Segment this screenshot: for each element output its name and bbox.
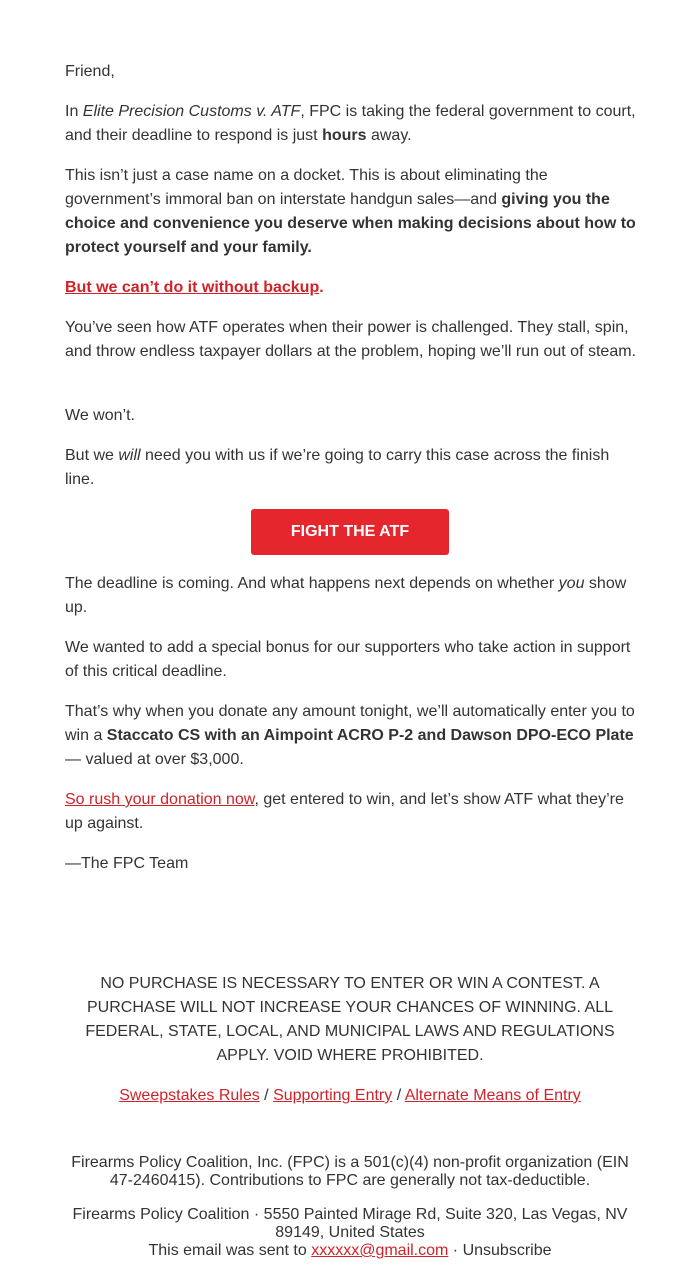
fight-the-atf-button[interactable]: FIGHT THE ATF bbox=[251, 509, 449, 555]
greeting: Friend, bbox=[65, 63, 115, 80]
paragraph-deadline: The deadline is coming. And what happens next depends on whether you show up. bbox=[65, 575, 627, 616]
paragraph-rush: So rush your donation now, get entered to win, and let’s show ATF what they’re up against. bbox=[65, 791, 624, 832]
sweepstakes-rules-link[interactable]: Sweepstakes Rules bbox=[119, 1087, 260, 1104]
signoff: —The FPC Team bbox=[65, 855, 189, 872]
backup-link[interactable]: But we can’t do it without backup bbox=[65, 279, 320, 296]
paragraph-bonus: We wanted to add a special bonus for our supporters who take action in support of this critical deadline. bbox=[65, 639, 631, 680]
paragraph-need-you: But we will need you with us if we’re going to carry this case across the finish line. bbox=[65, 447, 610, 488]
mailing-address: Firearms Policy Coalition · 5550 Painted Mirage Rd, Suite 320, Las Vegas, NV 89149, United States bbox=[72, 1206, 628, 1241]
paragraph-ban: This isn’t just a case name on a docket. This is about eliminating the government’s immoral ban on interstate handgun sales—and giving you the choice and convenience you deserve when making decisions about how to protect yourself and your family. bbox=[65, 167, 636, 256]
paragraph-wont: We won’t. bbox=[65, 407, 135, 424]
paragraph-prize: That’s why when you donate any amount tonight, we’ll automatically enter you to win a Staccato CS with an Aimpoint ACRO P-2 and Dawson DPO-ECO Plate — valued at over $3,000. bbox=[65, 703, 635, 768]
paragraph-backup: But we can’t do it without backup. bbox=[65, 279, 324, 296]
org-disclosure: Firearms Policy Coalition, Inc. (FPC) is a 501(c)(4) non-profit organization (EIN 47-2460415). Contributions to FPC are generally not tax-deductible. bbox=[71, 1154, 629, 1189]
footer-links: Sweepstakes Rules / Supporting Entry / Alternate Means of Entry bbox=[119, 1087, 581, 1104]
paragraph-atf: You’ve seen how ATF operates when their power is challenged. They stall, spin, and throw endless taxpayer dollars at the problem, hoping we’ll run out of steam. bbox=[65, 319, 636, 360]
recipient-email-link[interactable]: xxxxxx@gmail.com bbox=[311, 1242, 449, 1259]
supporting-entry-link[interactable]: Supporting Entry bbox=[273, 1087, 393, 1104]
paragraph-case: In Elite Precision Customs v. ATF, FPC is taking the federal government to court, and their deadline to respond is just hours away. bbox=[65, 103, 636, 144]
case-name: Elite Precision Customs v. ATF bbox=[82, 103, 301, 120]
alternate-entry-link[interactable]: Alternate Means of Entry bbox=[404, 1087, 581, 1104]
sweepstakes-disclaimer: NO PURCHASE IS NECESSARY TO ENTER OR WIN A CONTEST. A PURCHASE WILL NOT INCREASE YOUR CHANCES OF WINNING. ALL FEDERAL, STATE, LOCAL, AND MUNICIPAL LAWS AND REGULATIONS APPLY. VOID WHERE PROHIBITED. bbox=[85, 975, 615, 1064]
cta-container bbox=[251, 509, 449, 555]
unsubscribe-link[interactable]: Unsubscribe bbox=[462, 1242, 552, 1259]
sent-to-line: This email was sent to xxxxxx@gmail.com · Unsubscribe bbox=[148, 1242, 552, 1259]
donate-link[interactable]: So rush your donation now bbox=[65, 791, 255, 808]
